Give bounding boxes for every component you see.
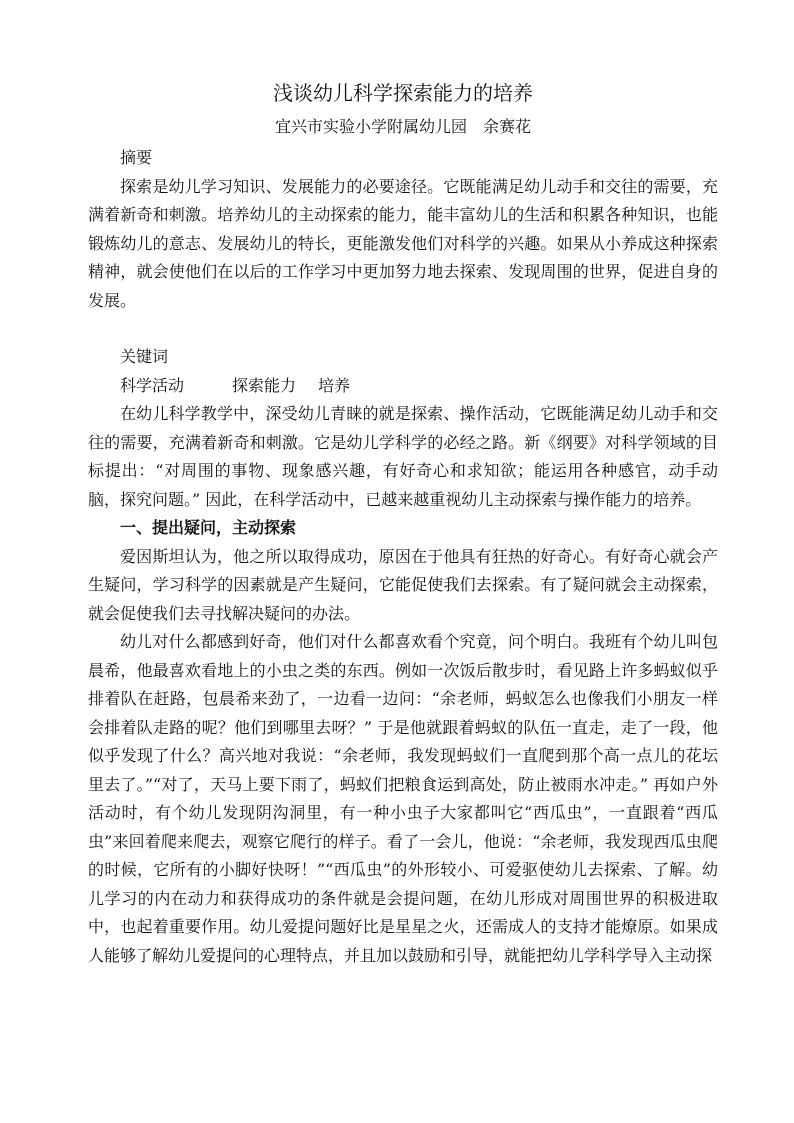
keywords-label: 关键词 [120, 347, 169, 366]
section-heading: 一、提出疑问，主动探索 [120, 518, 297, 537]
document-body [88, 144, 718, 970]
intro-paragraph: 在幼儿科学教学中，深受幼儿青睐的就是探索、操作活动，它既能满足幼儿动手和交往的需要，充满着新奇和刺激。它是幼儿学科学的必经之路。新《纲要》对科学领域的目标提出：“对周围的事物、现象感兴趣，有好奇心和求知欲；能运用各种感官，动手动脑，探究问题。” 因此，在科学活动中，已越来越重视幼儿主动探索与操作能力的培养。 [88, 404, 718, 509]
abstract-text: 探索是幼儿学习知识、发展能力的必要途径。它既能满足幼儿动手和交往的需要，充满着新奇和刺激。培养幼儿的主动探索的能力，能丰富幼儿的生活和积累各种知识，也能锻炼幼儿的意志、发展幼儿的特长，更能激发他们对科学的兴趣。如果从小养成这种探索精神，就会使他们在以后的工作学习中更加努力地去探索、发现周围的世界，促进自身的发展。 [88, 176, 718, 310]
abstract-label: 摘要 [120, 148, 153, 167]
document-title: 浅谈幼儿科学探索能力的培养 [273, 81, 533, 105]
keywords-line [88, 372, 718, 401]
keyword-item: 科学活动 [120, 375, 185, 395]
blank-line [88, 315, 718, 343]
body-paragraph: 爱因斯坦认为，他之所以取得成功，原因在于他具有狂热的好奇心。有好奇心就会产生疑问，学习科学的因素就是产生疑问，它能促使我们去探索。有了疑问就会主动探索，就会促使我们去寻找解决疑问的办法。 [88, 546, 718, 623]
keyword-item: 探索能力 [232, 375, 297, 395]
author-line: 宜兴市实验小学附属幼儿园 余赛花 [274, 117, 531, 136]
keyword-item: 培养 [318, 375, 351, 395]
body-paragraph: 幼儿对什么都感到好奇，他们对什么都喜欢看个究竟，问个明白。我班有个幼儿叫包晨希，他最喜欢看地上的小虫之类的东西。例如一次饭后散步时，看见路上许多蚂蚁似乎排着队在赶路，包晨希来劲了，一边看一边问：“余老师，蚂蚁怎么也像我们小朋友一样会排着队走路的呢？他们到哪里去呀？” 于是他就跟着蚂蚁的队伍一直走，走了一段，他似乎发现了什么？高兴地对我说：“余老师，我发现蚂蚁们一直爬到那个高一点儿的花坛里去了。”“对了，天马上要下雨了，蚂蚁们把粮食运到高处，防止被雨水冲走。” 再如户外活动时，有个幼儿发现阴沟洞里，有一种小虫子大家都叫它“西瓜虫”，一直跟着“西瓜虫”来回着爬来爬去，观察它爬行的样子。看了一会儿，他说：“余老师，我发现西瓜虫爬的时候，它所有的小脚好快呀！”“西瓜虫”的外形较小、可爱驱使幼儿去探索、了解。幼儿学习的内在动力和获得成功的条件就是会提问题，在幼儿形成对周围世界的积极进取中，也起着重要作用。幼儿爱提问题好比是星星之火，还需成人的支持才能燎原。如果成人能够了解幼儿爱提问的心理特点，并且加以鼓励和引导，就能把幼儿学科学导入主动探 [88, 632, 718, 965]
